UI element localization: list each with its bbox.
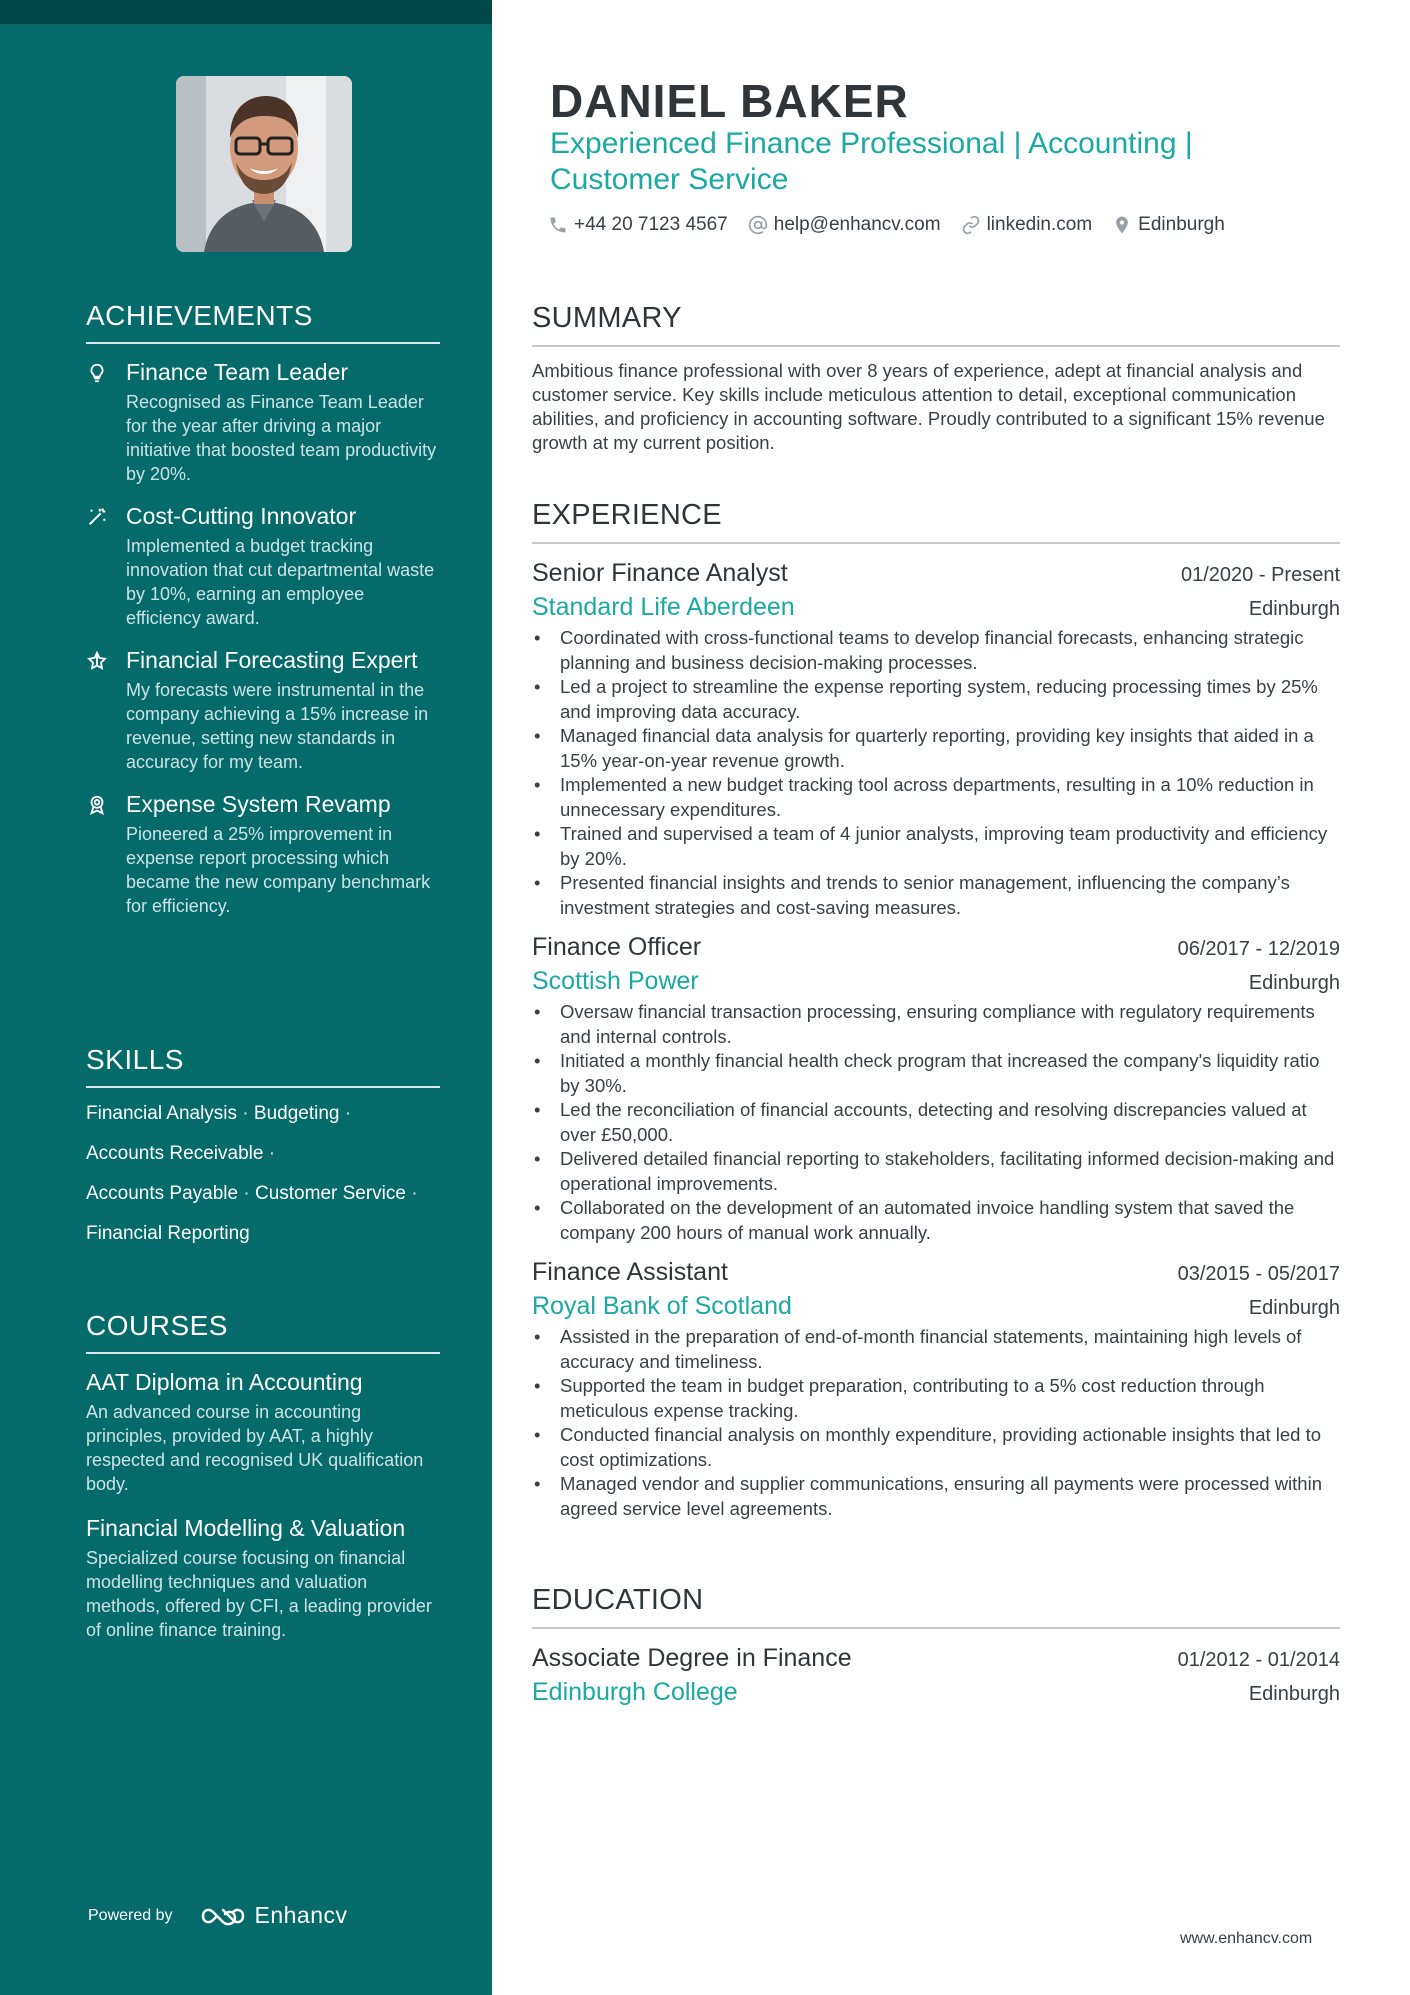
job-title: Senior Finance Analyst <box>532 559 788 587</box>
summary-heading: SUMMARY <box>532 302 1340 347</box>
job-bullet: • Presented financial insights and trends to senior management, influencing the company’s investment strategies and cost-saving measures. <box>532 871 1340 920</box>
location-pin-icon <box>1112 215 1132 235</box>
job-bullets <box>532 626 1340 920</box>
sidebar <box>0 0 492 1995</box>
job-entry <box>532 1255 1340 1521</box>
degree-title: Associate Degree in Finance <box>532 1644 852 1672</box>
job-company: Scottish Power <box>532 967 699 995</box>
linkedin-url: linkedin.com <box>986 214 1093 235</box>
course-item <box>86 1368 440 1496</box>
course-title: Financial Modelling & Valuation <box>86 1515 406 1541</box>
profile-photo <box>176 76 352 252</box>
job-bullet: • Managed vendor and supplier communications, ensuring all payments were processed within agreed service level agreements. <box>532 1472 1340 1521</box>
achievement-title: Cost-Cutting Innovator <box>126 503 357 529</box>
job-bullet: • Managed financial data analysis for quarterly reporting, providing key insights that aided in a 15% year-on-year revenue growth. <box>532 724 1340 773</box>
candidate-headline: Experienced Finance Professional | Accounting | Customer Service <box>550 127 1193 196</box>
skills-line <box>86 1222 440 1246</box>
achievement-item <box>86 502 440 630</box>
education-entry <box>532 1641 1340 1709</box>
achievement-desc: My forecasts were instrumental in the company achieving a 15% increase in revenue, setting new standards in accuracy for my team. <box>126 680 429 772</box>
contact-location <box>1112 214 1225 236</box>
job-bullet: • Led the reconciliation of financial accounts, detecting and resolving discrepancies valued at over £50,000. <box>532 1098 1340 1147</box>
job-date: 03/2015 - 05/2017 <box>1177 1263 1340 1285</box>
job-bullets <box>532 1325 1340 1521</box>
achievements-section <box>86 300 440 934</box>
lightbulb-icon <box>86 358 126 486</box>
enhancv-logo-icon <box>199 1904 247 1928</box>
achievement-desc: Recognised as Finance Team Leader for the year after driving a major initiative that boosted team productivity by 20%. <box>126 392 437 484</box>
enhancv-logo[interactable] <box>199 1902 348 1929</box>
enhancv-brand-name: Enhancv <box>254 1902 348 1928</box>
job-date: 06/2017 - 12/2019 <box>1177 938 1340 960</box>
job-bullet: • Coordinated with cross-functional teams to develop financial forecasts, enhancing strategic planning and business decision-making processes. <box>532 626 1340 675</box>
skills-line: Financial Analysis · Budgeting · <box>86 1103 352 1124</box>
course-item <box>86 1514 440 1642</box>
powered-by <box>88 1902 348 1929</box>
skill-item: Customer Service <box>254 1183 406 1204</box>
job-bullets <box>532 1000 1340 1245</box>
skill-item: Financial Analysis <box>86 1103 238 1124</box>
candidate-name: DANIEL BAKER <box>550 75 909 127</box>
skill-item: Financial Reporting <box>86 1223 250 1244</box>
link-icon <box>961 215 981 235</box>
education-section <box>532 1584 1340 1719</box>
job-bullet: • Initiated a monthly financial health check program that increased the company's liquidity ratio by 30%. <box>532 1049 1340 1098</box>
job-bullet: • Collaborated on the development of an automated invoice handling system that saved the company 200 hours of manual work annually. <box>532 1196 1340 1245</box>
email-address: help@enhancv.com <box>773 214 941 235</box>
phone-number: +44 20 7123 4567 <box>574 214 728 235</box>
job-bullet: • Implemented a new budget tracking tool across departments, resulting in a 10% reduction in unnecessary expenditures. <box>532 773 1340 822</box>
skills-line: Accounts Payable · Customer Service · <box>86 1183 418 1204</box>
contact-linkedin[interactable] <box>961 214 1093 236</box>
courses-section <box>86 1310 440 1660</box>
award-ribbon-icon <box>86 790 126 918</box>
job-bullet: • Oversaw financial transaction processing, ensuring compliance with regulatory requirements and internal controls. <box>532 1000 1340 1049</box>
skills-heading: SKILLS <box>86 1044 440 1088</box>
skills-section <box>86 1044 440 1262</box>
course-desc: Specialized course focusing on financial modelling techniques and valuation methods, offered by CFI, a leading provider of online finance training. <box>86 1548 432 1640</box>
sidebar-top-bar <box>0 0 492 24</box>
job-bullet: • Trained and supervised a team of 4 junior analysts, improving team productivity and efficiency by 20%. <box>532 822 1340 871</box>
education-location: Edinburgh <box>1248 1683 1340 1705</box>
job-bullet: • Supported the team in budget preparation, contributing to a 5% cost reduction through meticulous expense tracking. <box>532 1374 1340 1423</box>
course-title: AAT Diploma in Accounting <box>86 1369 363 1395</box>
contact-email[interactable] <box>748 214 941 236</box>
footer-url[interactable]: www.enhancv.com <box>1180 1930 1313 1947</box>
job-bullet: • Delivered detailed financial reporting to stakeholders, facilitating informed decision-making and operational improvements. <box>532 1147 1340 1196</box>
job-location: Edinburgh <box>1248 598 1340 620</box>
achievement-desc: Implemented a budget tracking innovation that cut departmental waste by 10%, earning an employee efficiency award. <box>126 536 435 628</box>
education-heading: EDUCATION <box>532 1584 1340 1629</box>
achievements-heading: ACHIEVEMENTS <box>86 300 440 344</box>
at-sign-icon <box>748 215 768 235</box>
course-desc: An advanced course in accounting principles, provided by AAT, a highly respected and recognised UK qualification body. <box>86 1402 424 1494</box>
job-location: Edinburgh <box>1248 1297 1340 1319</box>
star-icon <box>86 646 126 774</box>
achievement-desc: Pioneered a 25% improvement in expense report processing which became the new company benchmark for efficiency. <box>126 824 431 916</box>
achievement-item <box>86 790 440 918</box>
skill-item: Accounts Payable <box>86 1183 239 1204</box>
achievement-title: Expense System Revamp <box>126 791 391 817</box>
job-title: Finance Officer <box>532 933 702 961</box>
experience-section <box>532 499 1340 1531</box>
job-company: Royal Bank of Scotland <box>532 1292 792 1320</box>
phone-icon <box>548 215 568 235</box>
powered-by-label: Powered by <box>88 1906 173 1924</box>
achievement-title: Finance Team Leader <box>126 359 349 385</box>
courses-heading: COURSES <box>86 1310 440 1354</box>
job-entry <box>532 930 1340 1245</box>
job-bullet: • Assisted in the preparation of end-of-month financial statements, maintaining high levels of accuracy and timeliness. <box>532 1325 1340 1374</box>
job-bullet: • Conducted financial analysis on monthly expenditure, providing actionable insights that led to cost optimizations. <box>532 1423 1340 1472</box>
summary-text: Ambitious finance professional with over 8 years of experience, adept at financial analysis and customer service. Key skills include meticulous attention to detail, exceptional communication abilities, and proficiency in accounting software. Proudly contributed to a significant 15% revenue growth at my current position. <box>532 360 1325 453</box>
education-date: 01/2012 - 01/2014 <box>1177 1649 1340 1671</box>
achievement-title: Financial Forecasting Expert <box>126 647 418 673</box>
job-location: Edinburgh <box>1248 972 1340 994</box>
job-entry <box>532 556 1340 920</box>
job-title: Finance Assistant <box>532 1258 728 1286</box>
experience-heading: EXPERIENCE <box>532 499 1340 544</box>
skill-item: Budgeting <box>253 1103 340 1124</box>
job-company: Standard Life Aberdeen <box>532 593 795 621</box>
summary-section <box>532 302 1340 455</box>
contact-phone[interactable] <box>548 214 728 236</box>
job-bullet: • Led a project to streamline the expense reporting system, reducing processing times by 25% and improving data accuracy. <box>532 675 1340 724</box>
achievement-item <box>86 358 440 486</box>
job-date: 01/2020 - Present <box>1181 564 1340 586</box>
magic-wand-icon <box>86 502 126 630</box>
contact-bar <box>548 214 1245 236</box>
location-text: Edinburgh <box>1138 214 1225 235</box>
achievement-item <box>86 646 440 774</box>
skills-line: Accounts Receivable · <box>86 1143 276 1164</box>
school-name: Edinburgh College <box>532 1678 738 1706</box>
skill-item: Accounts Receivable <box>86 1143 264 1164</box>
